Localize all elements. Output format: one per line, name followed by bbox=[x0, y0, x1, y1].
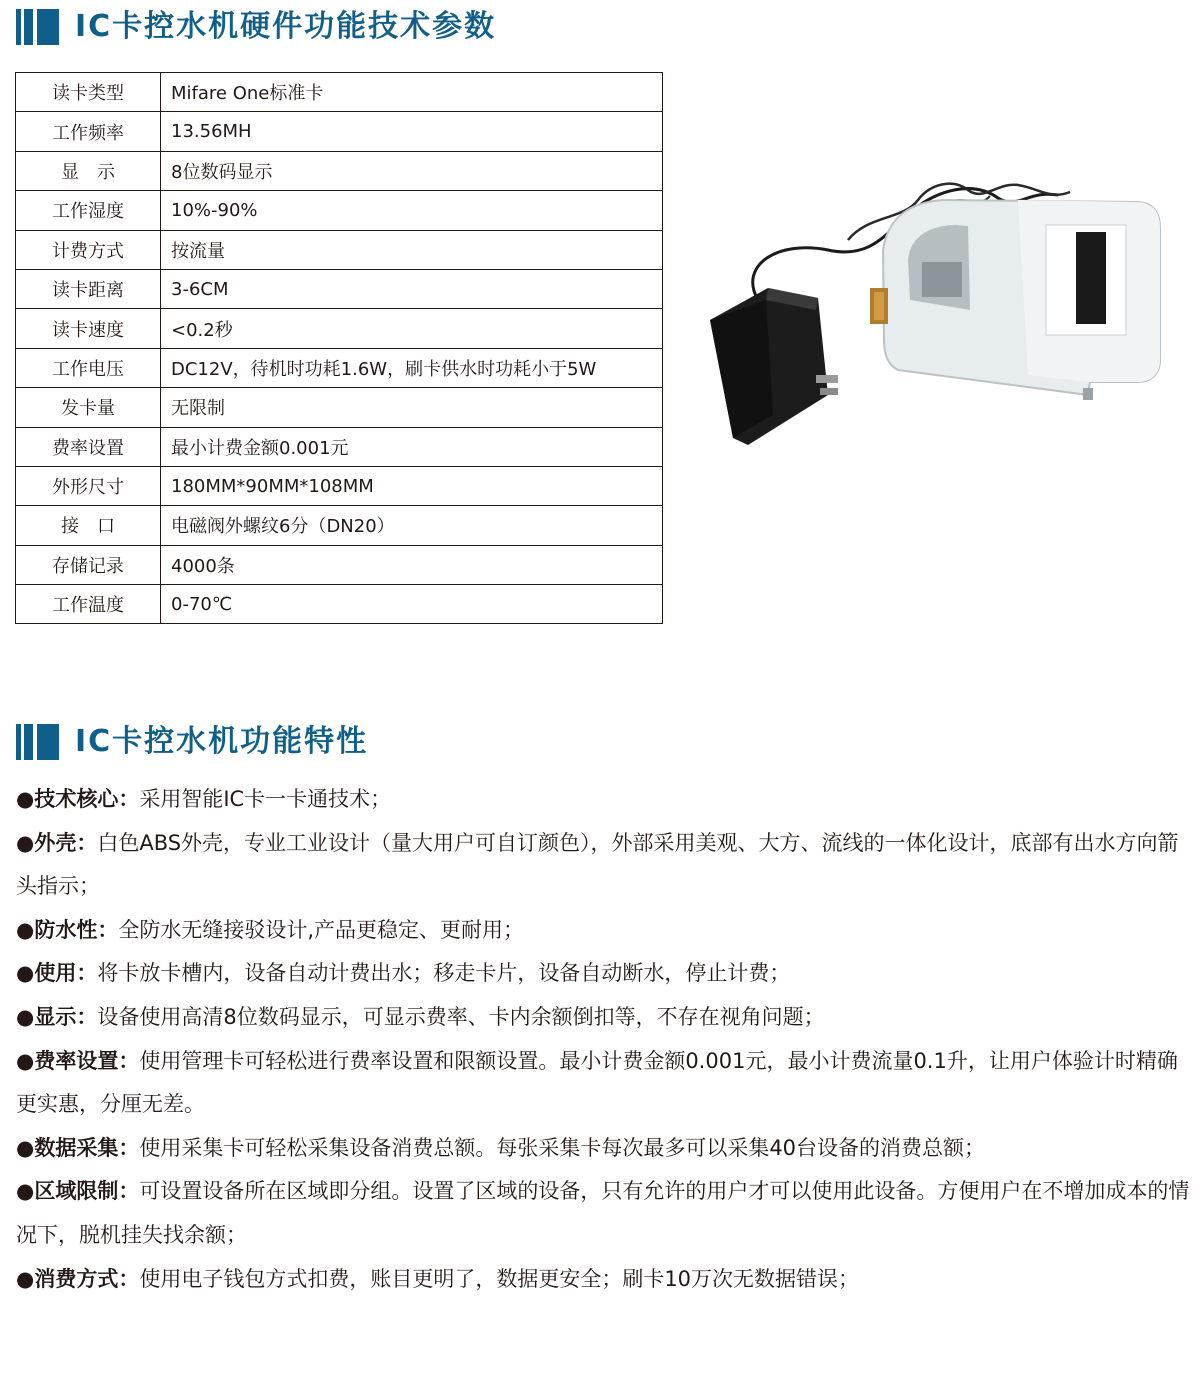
list-item bbox=[16, 1170, 1198, 1257]
spec-value: 180MM*90MM*108MM bbox=[161, 466, 663, 505]
spec-label: 发卡量 bbox=[16, 388, 161, 427]
bullet-icon: ● bbox=[16, 1266, 35, 1291]
table-row bbox=[16, 506, 663, 545]
feature-text: 使用管理卡可轻松进行费率设置和限额设置。最小计费金额0.001元，最小计费流量0.1升，让用户体验计时精确更实惠，分厘无差。 bbox=[16, 1048, 1178, 1117]
spec-value: 电磁阀外螺纹6分（DN20） bbox=[161, 506, 663, 545]
feature-text: 可设置设备所在区域即分组。设置了区域的设备，只有允许的用户才可以使用此设备。方便用户在不增加成本的情况下，脱机挂失找余额； bbox=[16, 1179, 1190, 1247]
section-heading-features bbox=[16, 724, 368, 760]
section-title: IC卡控水机功能特性 bbox=[75, 724, 369, 759]
spec-value: Mifare One标准卡 bbox=[161, 73, 663, 112]
feature-key: 显示： bbox=[34, 1004, 98, 1029]
spec-label: 存储记录 bbox=[16, 545, 161, 584]
spec-value: 13.56MH bbox=[161, 112, 663, 151]
feature-text: 采用智能IC卡一卡通技术； bbox=[139, 787, 392, 811]
table-row bbox=[16, 585, 663, 624]
feature-key: 费率设置： bbox=[34, 1048, 140, 1073]
section-title: IC卡控水机硬件功能技术参数 bbox=[75, 9, 497, 44]
feature-text: 使用采集卡可轻松采集设备消费总额。每张采集卡每次最多可以采集40台设备的消费总额； bbox=[139, 1135, 986, 1160]
spec-label: 接 口 bbox=[16, 506, 161, 545]
spec-label: 外形尺寸 bbox=[16, 466, 161, 505]
spec-value: 无限制 bbox=[161, 388, 663, 427]
list-item bbox=[16, 1040, 1198, 1127]
spec-label: 读卡速度 bbox=[16, 309, 161, 348]
feature-text: 白色ABS外壳，专业工业设计（量大用户可自订颜色），外部采用美观、大方、流线的一体化设计，底部有出水方向箭头指示； bbox=[16, 830, 1179, 899]
spec-label: 显 示 bbox=[16, 151, 161, 190]
list-item bbox=[16, 778, 1198, 822]
table-row bbox=[16, 112, 663, 151]
spec-value: 0-70℃ bbox=[161, 585, 663, 624]
spec-value: DC12V，待机时功耗1.6W，刷卡供水时功耗小于5W bbox=[161, 348, 663, 387]
spec-table bbox=[15, 72, 663, 624]
table-row bbox=[16, 309, 663, 348]
spec-label: 读卡类型 bbox=[16, 73, 161, 112]
power-adapter bbox=[710, 288, 838, 445]
table-row bbox=[16, 230, 663, 269]
feature-key: 使用： bbox=[34, 961, 98, 986]
feature-text: 将卡放卡槽内，设备自动计费出水；移走卡片，设备自动断水，停止计费； bbox=[97, 961, 791, 986]
table-row bbox=[16, 427, 663, 466]
spec-label: 费率设置 bbox=[16, 427, 161, 466]
spec-label: 工作湿度 bbox=[16, 191, 161, 230]
spec-label: 工作频率 bbox=[16, 112, 161, 151]
bullet-icon: ● bbox=[16, 1135, 35, 1160]
spec-value: 10%-90% bbox=[161, 191, 663, 230]
bullet-icon: ● bbox=[16, 830, 35, 855]
feature-text: 使用电子钱包方式扣费，账目更明了，数据更安全；刷卡10万次无数据错误； bbox=[139, 1266, 860, 1291]
table-row bbox=[16, 73, 663, 112]
feature-key: 防水性： bbox=[34, 917, 119, 942]
list-item bbox=[16, 996, 1198, 1040]
table-row bbox=[16, 545, 663, 584]
spec-label: 计费方式 bbox=[16, 230, 161, 269]
bullet-icon: ● bbox=[16, 961, 35, 986]
list-item bbox=[16, 822, 1198, 909]
feature-key: 数据采集： bbox=[34, 1135, 140, 1160]
feature-key: 技术核心： bbox=[34, 787, 140, 811]
spec-label: 工作电压 bbox=[16, 348, 161, 387]
bullet-icon: ● bbox=[16, 917, 35, 942]
spec-value: 最小计费金额0.001元 bbox=[161, 427, 663, 466]
spec-label: 读卡距离 bbox=[16, 269, 161, 308]
spec-value: 4000条 bbox=[161, 545, 663, 584]
bullet-icon: ● bbox=[16, 1179, 35, 1204]
water-controller-photo bbox=[698, 170, 1178, 460]
table-row bbox=[16, 348, 663, 387]
controller-unit bbox=[870, 200, 1160, 400]
spec-value: 8位数码显示 bbox=[161, 151, 663, 190]
spec-value: 按流量 bbox=[161, 230, 663, 269]
table-row bbox=[16, 191, 663, 230]
feature-text: 设备使用高清8位数码显示，可显示费率、卡内余额倒扣等，不存在视角问题； bbox=[97, 1004, 825, 1029]
feature-key: 消费方式： bbox=[34, 1266, 140, 1291]
list-item bbox=[16, 952, 1198, 996]
section-heading-specs bbox=[16, 9, 496, 45]
bullet-icon: ● bbox=[16, 1048, 35, 1073]
spec-label: 工作温度 bbox=[16, 585, 161, 624]
feature-key: 外壳： bbox=[34, 830, 98, 855]
table-row bbox=[16, 269, 663, 308]
list-item bbox=[16, 1258, 1198, 1302]
table-row bbox=[16, 388, 663, 427]
feature-list bbox=[16, 778, 1198, 1301]
table-row bbox=[16, 466, 663, 505]
list-item bbox=[16, 1127, 1198, 1171]
bullet-icon: ● bbox=[16, 787, 35, 811]
list-item bbox=[16, 909, 1198, 953]
spec-value: <0.2秒 bbox=[161, 309, 663, 348]
feature-key: 区域限制： bbox=[34, 1179, 140, 1204]
table-row bbox=[16, 151, 663, 190]
heading-bar-icon bbox=[16, 724, 59, 760]
feature-text: 全防水无缝接驳设计,产品更稳定、更耐用； bbox=[118, 917, 525, 942]
bullet-icon: ● bbox=[16, 1004, 35, 1029]
heading-bar-icon bbox=[16, 9, 59, 45]
spec-value: 3-6CM bbox=[161, 269, 663, 308]
